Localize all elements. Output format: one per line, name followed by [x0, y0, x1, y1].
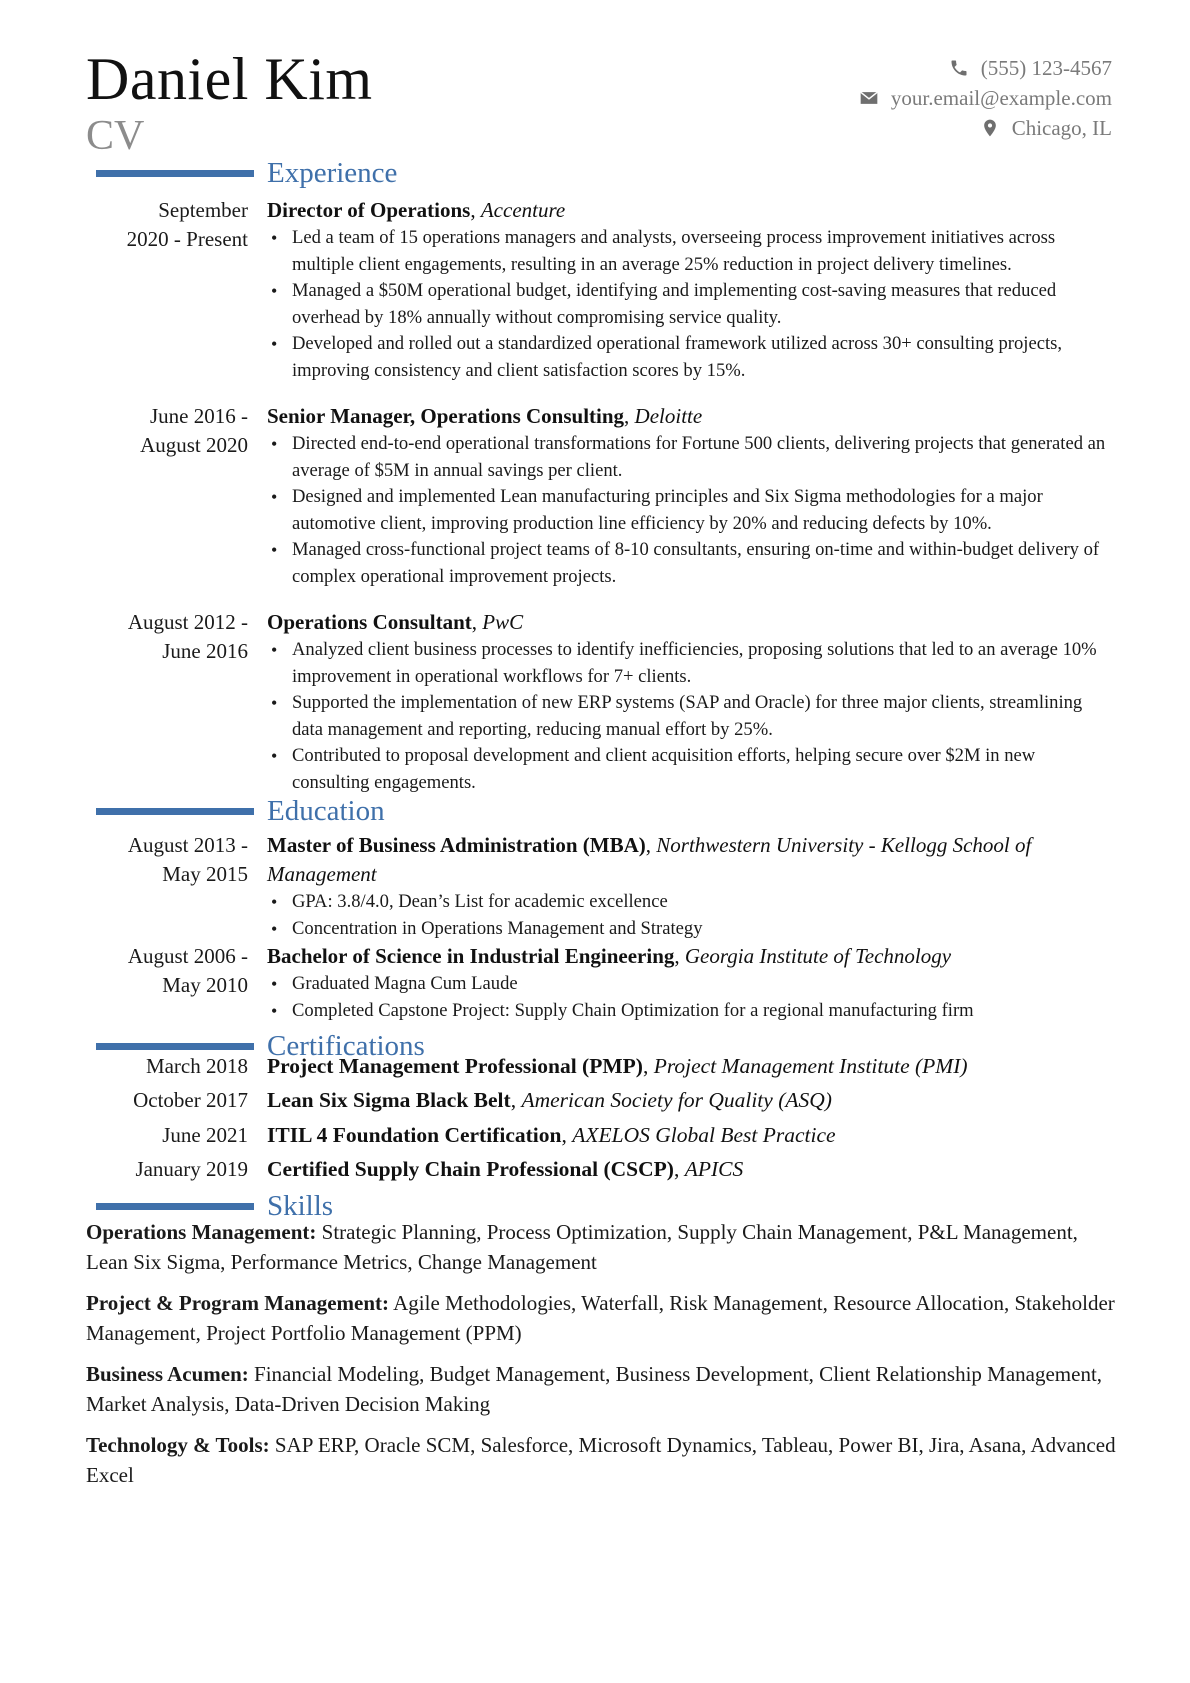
- cert-date: June 2021: [162, 1123, 248, 1147]
- contact-location-row: [859, 113, 1112, 143]
- entry-bullets: [267, 431, 1112, 590]
- entry-date: June 2016 - August 2020: [140, 404, 248, 457]
- experience-title: Experience: [267, 157, 398, 189]
- skill-label: Operations Management:: [86, 1220, 317, 1244]
- contact-block: [859, 53, 1112, 143]
- list-item: • Contributed to proposal development and client acquisition efforts, helping secure over $2M in new consulting engagements.: [267, 743, 1112, 796]
- skills-list: [86, 1218, 1116, 1502]
- list-item: • GPA: 3.8/4.0, Dean’s List for academic excellence: [267, 889, 1112, 916]
- section-divider-bar: [96, 170, 254, 177]
- entry-content: [267, 942, 1112, 1024]
- list-item: • Completed Capstone Project: Supply Chain Optimization for a regional manufacturing firm: [267, 998, 1112, 1025]
- skill-text: Agile Methodologies, Waterfall, Risk Management, Resource Allocation, Stakeholder Management, Project Portfolio Management (PPM): [86, 1291, 1115, 1345]
- job-org: Accenture: [480, 198, 566, 222]
- contact-email[interactable]: your.email@example.com: [890, 86, 1112, 110]
- entry-date: August 2012 - June 2016: [127, 610, 248, 663]
- entry-heading: Senior Manager, Operations Consulting, Deloitte: [267, 404, 703, 428]
- certifications-title: Certifications: [267, 1030, 425, 1062]
- list-item: • Analyzed client business processes to identify inefficiencies, proposing solutions that led to an average 10% improvement in operational workflows for 7+ clients.: [267, 637, 1112, 690]
- experience-section-header: [96, 155, 398, 191]
- skill-label: Technology & Tools:: [86, 1433, 270, 1457]
- entry-content: [267, 196, 1112, 384]
- job-role: Operations Consultant: [267, 610, 472, 634]
- entry-bullets: [267, 637, 1112, 796]
- skill-group: [86, 1431, 1116, 1490]
- cert-issuer: American Society for Quality (ASQ): [521, 1088, 832, 1112]
- cert-issuer: APICS: [684, 1157, 744, 1181]
- entry-date: August 2013 - May 2015: [127, 833, 248, 886]
- degree: Master of Business Administration (MBA): [267, 833, 646, 857]
- cert-date: January 2019: [135, 1157, 248, 1181]
- section-divider-bar: [96, 1203, 254, 1210]
- certification-row: [86, 1118, 1110, 1152]
- entry-bullets: [267, 889, 1112, 942]
- skill-text: SAP ERP, Oracle SCM, Salesforce, Microsoft Dynamics, Tableau, Power BI, Jira, Asana, Advanced Excel: [86, 1433, 1116, 1487]
- cert-issuer: Project Management Institute (PMI): [653, 1054, 968, 1078]
- list-item: • Managed cross-functional project teams of 8-10 consultants, ensuring on-time and within-budget delivery of complex operational improvement projects.: [267, 537, 1112, 590]
- cert-content: Project Management Professional (PMP), Project Management Institute (PMI): [267, 1054, 968, 1078]
- certification-row: [86, 1049, 1110, 1083]
- cert-name: Project Management Professional (PMP): [267, 1054, 643, 1078]
- list-item: • Led a team of 15 operations managers and analysts, overseeing process improvement initiatives across multiple client engagements, resulting in an average 25% reduction in project delivery timelines.: [267, 225, 1112, 278]
- certification-row: [86, 1083, 1110, 1117]
- entry-bullets: [267, 971, 1112, 1024]
- list-item: • Managed a $50M operational budget, identifying and implementing cost-saving measures that reduced overhead by 18% annually without compromising service quality.: [267, 278, 1112, 331]
- skill-text: Financial Modeling, Budget Management, Business Development, Client Relationship Management, Market Analysis, Data-Driven Decision Making: [86, 1362, 1103, 1416]
- job-role: Director of Operations: [267, 198, 471, 222]
- skill-text: Strategic Planning, Process Optimization, Supply Chain Management, P&L Management, Lean Six Sigma, Performance Metrics, Change Management: [86, 1220, 1078, 1274]
- job-role: Senior Manager, Operations Consulting: [267, 404, 625, 428]
- job-org: PwC: [482, 610, 524, 634]
- contact-phone[interactable]: (555) 123-4567: [980, 56, 1112, 80]
- cert-issuer: AXELOS Global Best Practice: [572, 1123, 836, 1147]
- cert-date: October 2017: [133, 1088, 248, 1112]
- entry-bullets: [267, 225, 1112, 384]
- entry-date: August 2006 - May 2010: [127, 944, 248, 997]
- person-name: Daniel Kim: [86, 46, 373, 112]
- degree: Bachelor of Science in Industrial Engineering: [267, 944, 675, 968]
- envelope-icon: [859, 88, 879, 108]
- document-subtitle: CV: [86, 113, 145, 159]
- education-section-header: [96, 793, 385, 829]
- cert-content: Certified Supply Chain Professional (CSCP), APICS: [267, 1157, 744, 1181]
- contact-phone-row: [859, 53, 1112, 83]
- education-title: Education: [267, 795, 385, 827]
- skills-title: Skills: [267, 1190, 334, 1222]
- section-divider-bar: [96, 808, 254, 815]
- skill-group: [86, 1289, 1116, 1348]
- skill-label: Business Acumen:: [86, 1362, 249, 1386]
- cert-name: ITIL 4 Foundation Certification: [267, 1123, 562, 1147]
- cert-name: Certified Supply Chain Professional (CSCP): [267, 1157, 674, 1181]
- list-item: • Graduated Magna Cum Laude: [267, 971, 1112, 998]
- certification-row: [86, 1152, 1110, 1186]
- skill-group: [86, 1360, 1116, 1419]
- contact-email-row: [859, 83, 1112, 113]
- list-item: • Designed and implemented Lean manufacturing principles and Six Sigma methodologies for a major automotive client, improving production line efficiency by 20% and reducing defects by 10%.: [267, 484, 1112, 537]
- entry-heading: Operations Consultant, PwC: [267, 610, 524, 634]
- skill-group: [86, 1218, 1116, 1277]
- cert-name: Lean Six Sigma Black Belt: [267, 1088, 511, 1112]
- cert-content: ITIL 4 Foundation Certification, AXELOS Global Best Practice: [267, 1123, 836, 1147]
- list-item: • Supported the implementation of new ERP systems (SAP and Oracle) for three major clients, streamlining data management and reporting, reducing manual effort by 25%.: [267, 690, 1112, 743]
- list-item: • Concentration in Operations Management and Strategy: [267, 916, 1112, 943]
- list-item: • Directed end-to-end operational transformations for Fortune 500 clients, delivering projects that generated an average of $5M in annual savings per client.: [267, 431, 1112, 484]
- school: Northwestern University - Kellogg School of Management: [267, 833, 1032, 886]
- cert-content: Lean Six Sigma Black Belt, American Society for Quality (ASQ): [267, 1088, 832, 1112]
- entry-content: [267, 831, 1112, 942]
- school: Georgia Institute of Technology: [684, 944, 952, 968]
- phone-icon: [949, 58, 969, 78]
- entry-heading: Director of Operations, Accenture: [267, 198, 566, 222]
- job-org: Deloitte: [634, 404, 703, 428]
- contact-location: Chicago, IL: [1011, 116, 1112, 140]
- list-item: • Developed and rolled out a standardized operational framework utilized across 30+ consulting projects, improving consistency and client satisfaction scores by 15%.: [267, 331, 1112, 384]
- skill-label: Project & Program Management:: [86, 1291, 390, 1315]
- cert-date: March 2018: [145, 1054, 248, 1078]
- entry-heading: Bachelor of Science in Industrial Engineering, Georgia Institute of Technology: [267, 944, 952, 968]
- entry-content: [267, 402, 1112, 590]
- entry-date: September 2020 - Present: [126, 198, 248, 251]
- map-pin-icon: [980, 118, 1000, 138]
- entry-heading: Master of Business Administration (MBA), Northwestern University - Kellogg School of Management: [267, 833, 1032, 886]
- entry-content: [267, 608, 1112, 796]
